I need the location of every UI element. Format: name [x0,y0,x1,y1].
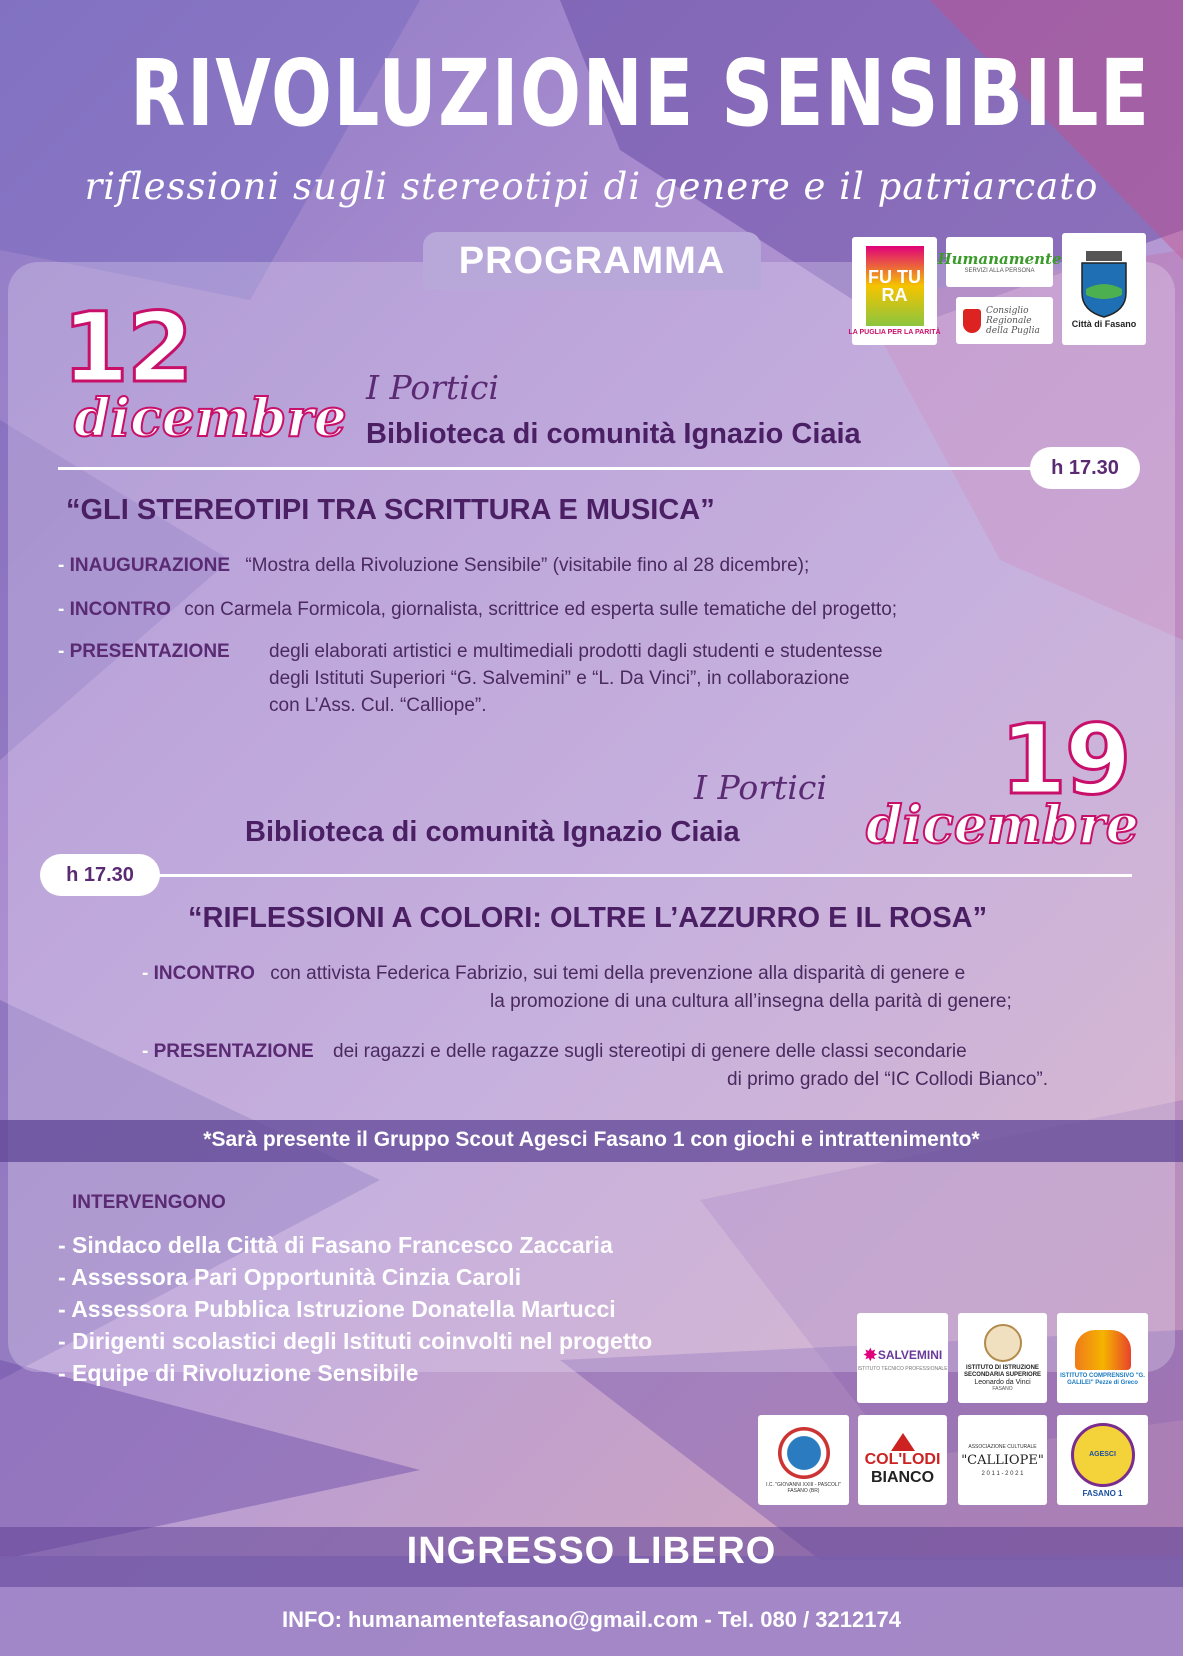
pascoli-text: I.C. "GIOVANNI XXIII - PASCOLI" FASANO (BR) [766,1481,841,1494]
program-label: PROGRAMMA [458,240,726,282]
poster-title: RIVOLUZIONE SENSIBILE [130,40,1151,147]
speakers-title: INTERVENGONO [72,1192,226,1213]
event2-time: h 17.30 [40,854,160,896]
humanamente-logo [937,237,1062,287]
item-keyword: INAUGURAZIONE [69,555,231,576]
item-text: “Mostra della Rivoluzione Sensibile” (visitabile fino al 28 dicembre); [245,555,810,576]
futura-mark: FU TU RA [866,246,924,326]
event1-time: h 17.30 [1030,447,1140,489]
event1-venue: Biblioteca di comunità Ignazio Ciaia [366,418,861,450]
event1-month: dicembre [74,388,347,449]
calliope-logo [958,1415,1047,1505]
event1-venue-script: I Portici [366,368,499,407]
galilei-text: ISTITUTO COMPRENSIVO "G. GALILEI" Pezze di Greco [1060,1372,1145,1386]
agesci-caption: FASANO 1 [1082,1488,1123,1498]
event2-item-presentazione-line: di primo grado del “IC Collodi Bianco”. [727,1069,1049,1090]
event2-venue: Biblioteca di comunità Ignazio Ciaia [245,816,740,848]
salvemini-logo [857,1313,948,1403]
speaker-item: - Sindaco della Città di Fasano Francesco Zaccaria [58,1232,613,1258]
agesci-text: AGESCI [1089,1451,1116,1458]
humanamente-caption: SERVIZI ALLA PERSONA [964,268,1035,274]
collodi-bianco-logo [858,1415,947,1505]
event1-title: “GLI STEREOTIPI TRA SCRITTURA E MUSICA” [66,494,715,526]
item-keyword: INCONTRO [69,599,171,620]
event1-item-presentazione-line: degli elaborati artistici e multimediali prodotti dagli studenti e studentesse [269,641,883,662]
consiglio-text: Consiglio Regionale della Puglia [986,305,1040,336]
da-vinci-city: FASANO [992,1386,1013,1392]
item-keyword: PRESENTAZIONE [153,1041,314,1062]
collodi-line2: BIANCO [870,1469,935,1486]
shield-icon [963,309,981,333]
event1-divider [58,467,1058,470]
pascoli-logo [758,1415,849,1505]
event2-day: 19 [1000,704,1130,816]
free-entry: INGRESSO LIBERO [406,1530,777,1572]
item-text: con attivista Federica Fabrizio, sui temi della prevenzione alla disparità di genere e [270,963,966,984]
da-vinci-text: ISTITUTO DI ISTRUZIONE SECONDARIA SUPERIORE [963,1365,1042,1378]
event1-item-presentazione: - PRESENTAZIONE [58,641,230,662]
item-keyword: INCONTRO [153,963,255,984]
item-keyword: PRESENTAZIONE [69,641,230,662]
event1-item-inaugurazione: - INAUGURAZIONE “Mostra della Rivoluzione Sensibile” (visitabile fino al 28 dicembre); [58,555,810,576]
item-text: con Carmela Formicola, giornalista, scrittrice ed esperta sulle tematiche del progetto; [184,599,898,620]
humanamente-name: Humanamente [937,250,1062,268]
futura-logo [848,237,941,345]
collodi-line1: COL'LODI [864,1451,941,1468]
event2-item-incontro: - INCONTRO con attivista Federica Fabrizio, sui temi della prevenzione alla disparità di genere e [142,963,966,984]
triangle-icon [891,1433,915,1451]
salvemini-name: SALVEMINI [877,1348,943,1362]
vitruvian-icon [984,1324,1022,1362]
event2-month: dicembre [866,795,1139,856]
event2-venue-script: I Portici [694,768,827,807]
da-vinci-name: Leonardo da Vinci [974,1379,1031,1386]
agesci-logo [1057,1415,1148,1505]
event2-title: “RIFLESSIONI A COLORI: OLTRE L’AZZURRO E IL ROSA” [188,902,988,934]
event1-item-presentazione-line: degli Istituti Superiori “G. Salvemini” e “L. Da Vinci”, in collaborazione [269,668,850,689]
star-icon: ✸ [862,1344,878,1365]
calliope-small: ASSOCIAZIONE CULTURALE [968,1443,1037,1450]
speaker-item: - Dirigenti scolastici degli Istituti coinvolti nel progetto [58,1328,653,1354]
item-text: dei ragazzi e delle ragazze sugli stereotipi di genere delle classi secondarie [333,1041,967,1062]
speaker-item: - Assessora Pubblica Istruzione Donatella Martucci [58,1296,616,1322]
event1-item-incontro: - INCONTRO con Carmela Formicola, giornalista, scrittrice ed esperta sulle tematiche del progetto; [58,599,898,620]
salvemini-sub: ISTITUTO TECNICO PROFESSIONALE [857,1365,948,1372]
fasano-crest-icon [1074,249,1134,319]
event1-item-presentazione-line: con L’Ass. Cul. “Calliope”. [269,695,487,716]
circle-emblem-icon [778,1427,830,1479]
fasano-caption: Città di Fasano [1071,319,1137,329]
speaker-item: - Assessora Pari Opportunità Cinzia Caroli [58,1264,522,1290]
event2-divider [150,874,1132,877]
consiglio-regionale-logo [956,297,1053,344]
event2-item-incontro-line: la promozione di una cultura all’insegna della parità di genere; [490,991,1012,1012]
fleur-de-lis-icon [1071,1423,1135,1487]
citta-di-fasano-logo [1062,233,1146,345]
poster-subtitle: riflessioni sugli stereotipi di genere e il patriarcato [84,165,1099,208]
futura-caption: LA PUGLIA PER LA PARITÀ [848,329,941,336]
da-vinci-logo [958,1313,1047,1403]
event1-day: 12 [62,292,192,404]
speaker-item: - Equipe di Rivoluzione Sensibile [58,1360,419,1386]
galilei-logo [1057,1313,1148,1403]
children-icon [1075,1330,1131,1370]
calliope-name: "CALLIOPE" [961,1452,1044,1468]
event2-item-presentazione: - PRESENTAZIONE dei ragazzi e delle ragazze sugli stereotipi di genere delle classi secondarie [142,1041,967,1062]
contact-info: INFO: humanamentefasano@gmail.com - Tel. 080 / 3212174 [282,1607,901,1632]
calliope-years: 2 0 1 1 - 2 0 2 1 [981,1470,1024,1477]
scout-note: *Sarà presente il Gruppo Scout Agesci Fasano 1 con giochi e intrattenimento* [203,1128,980,1151]
